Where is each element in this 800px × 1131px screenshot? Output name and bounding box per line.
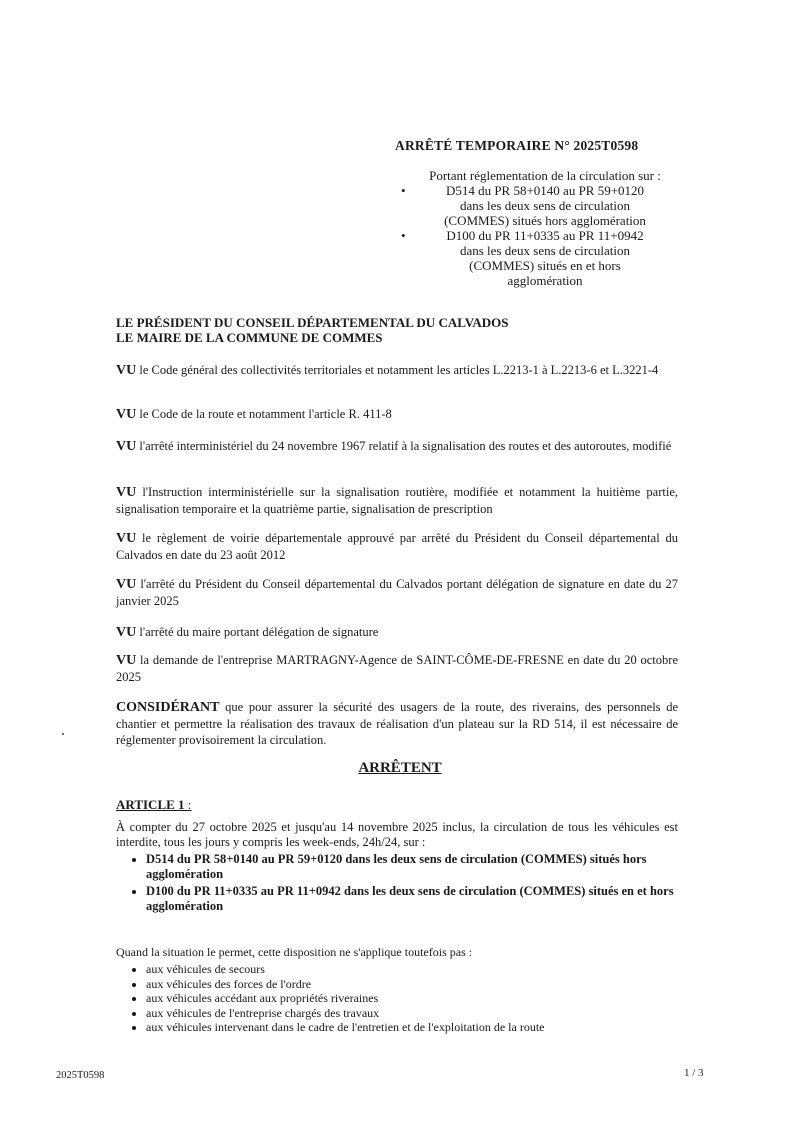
authority-mayor: LE MAIRE DE LA COMMUNE DE COMMES	[116, 330, 383, 345]
visa-paragraph	[116, 406, 678, 423]
visa-keyword: VU	[116, 653, 137, 668]
subject-road-list	[395, 183, 695, 288]
visa-text: le règlement de voirie départementale approuvé par arrêté du Président du Conseil départemental du Calvados en date du 23 août 2012	[116, 531, 678, 562]
exception-item: • aux véhicules de l'entreprise chargés des travaux	[146, 1006, 678, 1021]
exception-item: • aux véhicules des forces de l'ordre	[146, 977, 678, 992]
visa-paragraph	[116, 624, 678, 641]
visa-paragraph	[116, 652, 678, 685]
footer-page-number: 1 / 3	[684, 1067, 704, 1079]
exception-item: • aux véhicules de secours	[146, 962, 678, 977]
visa-paragraph	[116, 530, 678, 563]
visa-text: l'arrêté du Président du Conseil départemental du Calvados portant délégation de signature en date du 27 janvier 2025	[116, 577, 678, 608]
exceptions-list	[116, 962, 678, 1035]
visa-paragraph	[116, 484, 678, 517]
visa-keyword: VU	[116, 577, 137, 592]
authority-president: LE PRÉSIDENT DU CONSEIL DÉPARTEMENTAL DU CALVADOS	[116, 315, 509, 330]
subject-road-line: • D514 du PR 58+0140 au PR 59+0120	[445, 183, 645, 198]
visa-keyword: VU	[116, 407, 137, 422]
closed-road-item: • D100 du PR 11+0335 au PR 11+0942 dans les deux sens de circulation (COMMES) situés en et hors agglomération	[146, 884, 678, 914]
considering-text: que pour assurer la sécurité des usagers de la route, des riverains, des personnels de chantier et permettre la réalisation des travaux de réalisation d'un plateau sur la RD 514, il est nécessaire de réglementer provisoirement la circulation.	[116, 700, 678, 747]
exception-item: • aux véhicules intervenant dans le cadre de l'entretien et de l'exploitation de la route	[146, 1020, 678, 1035]
exceptions-intro: Quand la situation le permet, cette disposition ne s'applique toutefois pas :	[116, 945, 473, 959]
footer-reference: 2025T0598	[56, 1070, 105, 1081]
subject-road-line: (COMMES) situés hors agglomération	[444, 213, 646, 228]
subject-road-line: dans les deux sens de circulation	[459, 243, 631, 258]
article-number: ARTICLE 1	[116, 797, 185, 812]
visa-text: le Code de la route et notamment l'article R. 411-8	[136, 407, 392, 421]
visa-keyword: VU	[116, 485, 137, 500]
article-colon: :	[184, 797, 192, 812]
considering-keyword: CONSIDÉRANT	[116, 700, 220, 715]
article-label	[116, 797, 191, 813]
decree-subject	[395, 168, 695, 288]
subject-road-line: agglomération	[507, 273, 583, 288]
visa-text: l'arrêté du maire portant délégation de signature	[136, 625, 379, 639]
considering-paragraph	[116, 699, 678, 748]
visa-paragraph	[116, 362, 678, 379]
visa-text: l'arrêté interministériel du 24 novembre 1967 relatif à la signalisation des routes et des autoroutes, modifié	[136, 439, 672, 453]
visa-keyword: VU	[116, 363, 137, 378]
closed-road-item: • D514 du PR 58+0140 au PR 59+0120 dans les deux sens de circulation (COMMES) situés hors agglomération	[146, 852, 678, 882]
visa-text: le Code général des collectivités territoriales et notamment les articles L.2213-1 à L.2213-6 et L.3221-4	[136, 363, 659, 377]
visa-text: l'Instruction interministérielle sur la signalisation routière, modifiée et notamment la huitième partie, signalisation temporaire et la quatrième partie, signalisation de prescription	[116, 485, 678, 516]
visa-keyword: VU	[116, 439, 137, 454]
closed-roads-list	[116, 852, 678, 916]
subject-road-line: dans les deux sens de circulation	[459, 198, 631, 213]
visa-text: la demande de l'entreprise MARTRAGNY-Agence de SAINT-CÔME-DE-FRESNE en date du 20 octobre 2025	[116, 653, 678, 684]
subject-road-item	[395, 228, 695, 288]
issuing-authorities	[116, 315, 509, 345]
visa-keyword: VU	[116, 531, 137, 546]
subject-intro: Portant réglementation de la circulation sur :	[429, 168, 661, 183]
scan-speck	[62, 733, 64, 735]
visa-paragraph	[116, 576, 678, 609]
subject-road-item	[395, 183, 695, 228]
visa-paragraph	[116, 438, 678, 455]
decree-title: ARRÊTÉ TEMPORAIRE N° 2025T0598	[395, 138, 639, 153]
subject-road-line: • D100 du PR 11+0335 au PR 11+0942	[446, 228, 644, 243]
decree-heading: ARRÊTENT	[358, 760, 442, 776]
article-intro: À compter du 27 octobre 2025 et jusqu'au 14 novembre 2025 inclus, la circulation de tous les véhicules est interdite, tous les jours y compris les week-ends, 24h/24, sur :	[116, 820, 678, 849]
exception-item: • aux véhicules accédant aux propriétés riveraines	[146, 991, 678, 1006]
visa-keyword: VU	[116, 625, 137, 640]
subject-road-line: (COMMES) situés en et hors	[469, 258, 621, 273]
